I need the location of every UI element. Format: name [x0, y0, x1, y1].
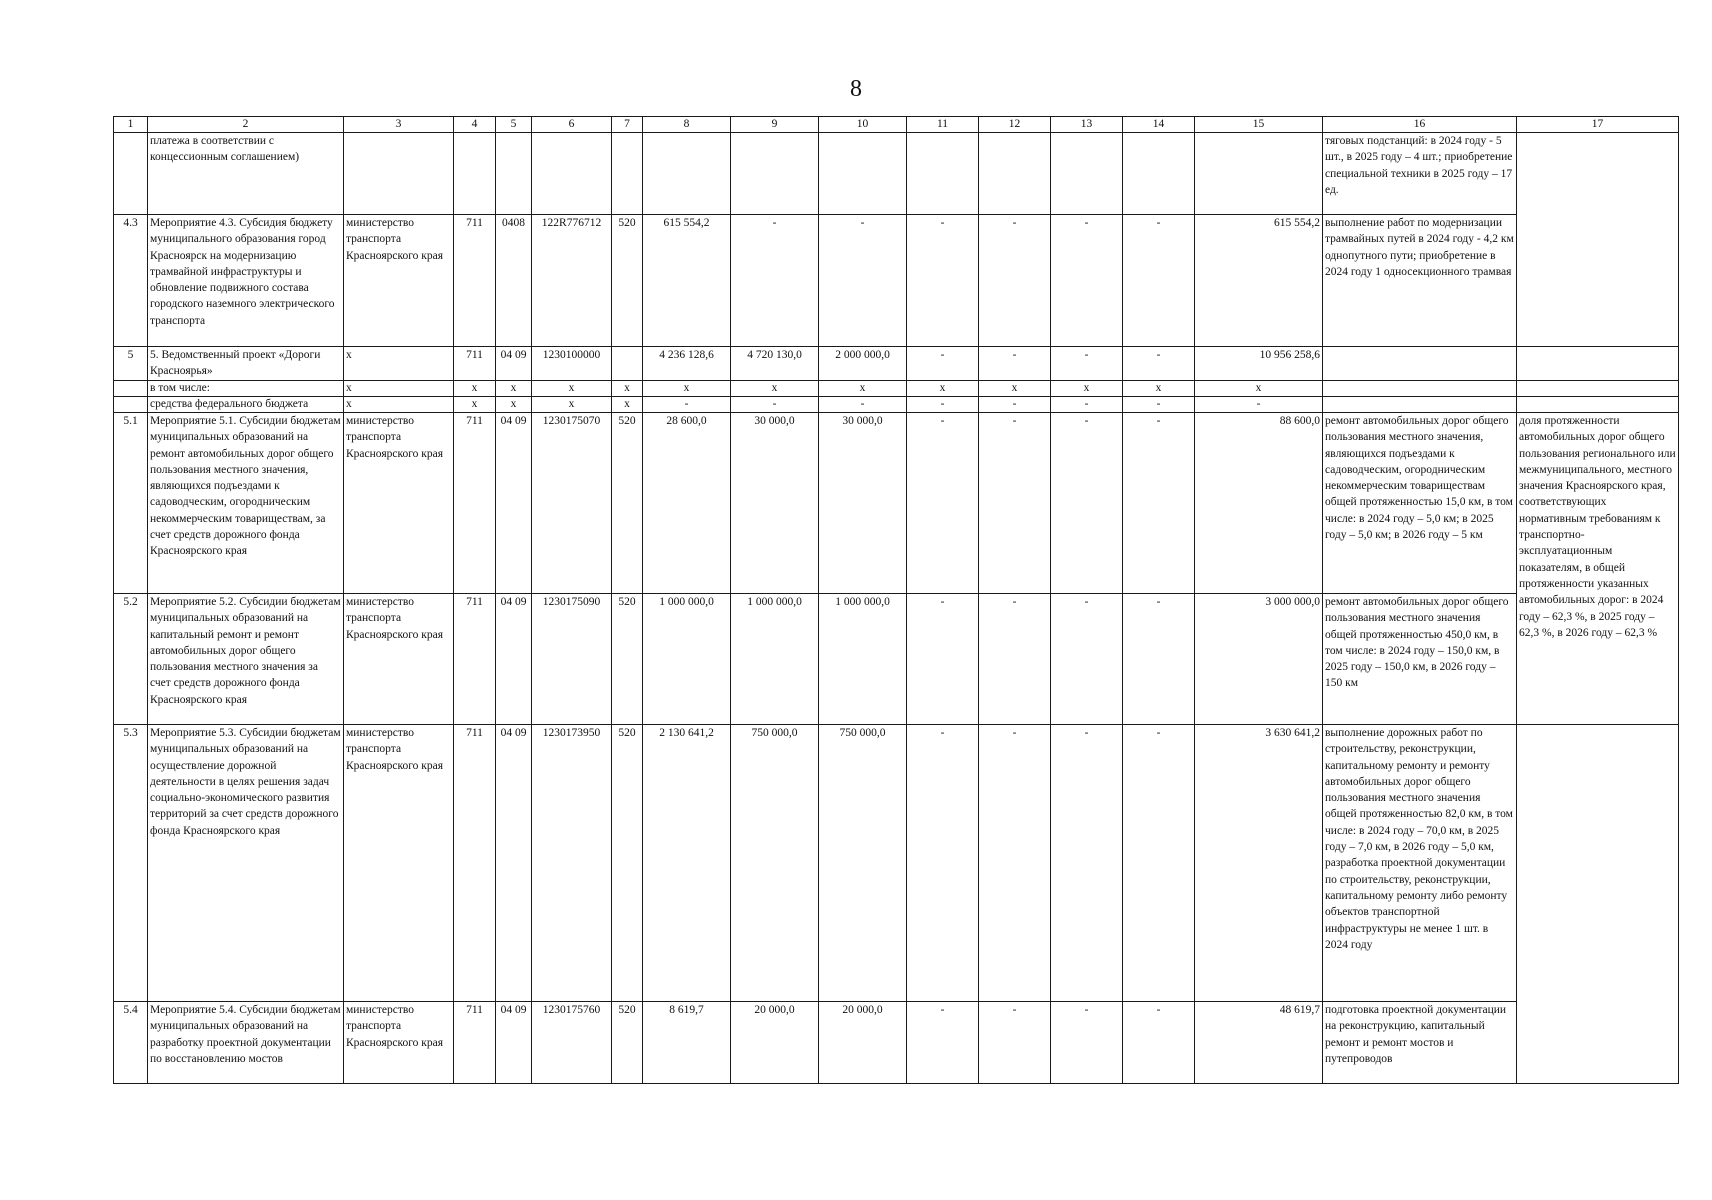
- cell-result: ремонт автомобильных дорог общего пользования местного значения общей протяженностью 450,0 км, в том числе: в 2024 году – 150,0 км, в 2025 году – 150,0 км, в 2026 году – 150 км: [1323, 594, 1517, 725]
- cell-code: 520: [612, 215, 643, 347]
- header-cell: 17: [1517, 117, 1679, 133]
- header-cell: 7: [612, 117, 643, 133]
- cell-amount: -: [1051, 725, 1123, 1002]
- cell-code: 04 09: [496, 347, 532, 381]
- table-row-5: [114, 347, 1679, 381]
- cell-amount: 750 000,0: [819, 725, 907, 1002]
- cell: [1517, 725, 1679, 1002]
- cell-code: 711: [454, 725, 496, 1002]
- cell-amount: 30 000,0: [731, 413, 819, 594]
- cell-total: х: [1195, 381, 1323, 397]
- cell-code: 04 09: [496, 1002, 532, 1084]
- cell-result: ремонт автомобильных дорог общего пользования местного значения, являющихся подъездами к садоводческим, огородническим некоммерческим товариществам общей протяженностью 15,0 км, в том числе: в 2024 году – 5,0 км; в 2025 году – 5,0 км; в 2026 году – 5 км: [1323, 413, 1517, 594]
- cell-amount: -: [907, 413, 979, 594]
- cell: [454, 133, 496, 215]
- cell-amount: 20 000,0: [819, 1002, 907, 1084]
- cell-number: 5.2: [114, 594, 148, 725]
- cell: [1517, 347, 1679, 381]
- cell-amount: 750 000,0: [731, 725, 819, 1002]
- table-row-5-3: [114, 725, 1679, 1002]
- cell-code: 520: [612, 594, 643, 725]
- header-cell: 5: [496, 117, 532, 133]
- cell: [496, 133, 532, 215]
- cell: [1517, 215, 1679, 347]
- cell-total: 88 600,0: [1195, 413, 1323, 594]
- cell-amount: -: [1051, 1002, 1123, 1084]
- cell: [979, 133, 1051, 215]
- cell-code: 1230175090: [532, 594, 612, 725]
- cell-amount: -: [907, 1002, 979, 1084]
- cell-code: х: [496, 381, 532, 397]
- cell-amount: 8 619,7: [643, 1002, 731, 1084]
- cell-code: 520: [612, 413, 643, 594]
- cell-code: 04 09: [496, 413, 532, 594]
- cell: [114, 397, 148, 413]
- cell-amount: -: [1051, 347, 1123, 381]
- cell-code: 520: [612, 725, 643, 1002]
- cell-amount: -: [643, 397, 731, 413]
- cell-amount: 1 000 000,0: [731, 594, 819, 725]
- cell-amount: -: [979, 215, 1051, 347]
- cell-amount: 20 000,0: [731, 1002, 819, 1084]
- cell-amount: 28 600,0: [643, 413, 731, 594]
- cell-code: 1230175070: [532, 413, 612, 594]
- cell-amount: -: [979, 413, 1051, 594]
- cell-executor: х: [344, 397, 454, 413]
- page-number: 8: [850, 76, 862, 102]
- header-cell: 4: [454, 117, 496, 133]
- header-cell: 2: [148, 117, 344, 133]
- cell-result: выполнение дорожных работ по строительству, реконструкции, капитальному ремонту и ремонту автомобильных дорог общего пользования местного значения общей протяженностью 82,0 км, в том числе: в 2024 году – 70,0 км, в 2025 году – 7,0 км, в 2026 году – 5,0 км, разработка проектной документации по строительству, реконструкции, капитальному ремонту либо ремонту объектов транспортной инфраструктуры не менее 1 шт. в 2024 году: [1323, 725, 1517, 1002]
- cell-indicator: доля протяженности автомобильных дорог общего пользования регионального или межмуниципального, местного значения Красноярского края, соответствующих нормативным требованиям к транспортно-эксплуатационным показателям, в общей протяженности указанных автомобильных дорог: в 2024 году – 62,3 %, в 2025 году – 62,3 %, в 2026 году – 62,3 %: [1517, 413, 1679, 725]
- cell-amount: -: [979, 725, 1051, 1002]
- cell-executor: х: [344, 347, 454, 381]
- cell: [344, 133, 454, 215]
- header-cell: 16: [1323, 117, 1517, 133]
- cell-code: 520: [612, 1002, 643, 1084]
- cell-name: Мероприятие 5.2. Субсидии бюджетам муниципальных образований на капитальный ремонт и ремонт автомобильных дорог общего пользования местного значения за счет средств дорожного фонда Красноярского края: [148, 594, 344, 725]
- cell-code: 04 09: [496, 594, 532, 725]
- cell-name: платежа в соответствии с концессионным соглашением): [148, 133, 344, 215]
- cell-amount: -: [907, 725, 979, 1002]
- cell-amount: -: [907, 594, 979, 725]
- cell-amount: -: [819, 215, 907, 347]
- budget-table: [113, 116, 1679, 1084]
- cell-amount: -: [979, 397, 1051, 413]
- cell-amount: -: [1123, 413, 1195, 594]
- cell-amount: 30 000,0: [819, 413, 907, 594]
- cell-amount: 615 554,2: [643, 215, 731, 347]
- cell-name: 5. Ведомственный проект «Дороги Красноярья»: [148, 347, 344, 381]
- cell-total: 48 619,7: [1195, 1002, 1323, 1084]
- cell-code: 122R776712: [532, 215, 612, 347]
- cell-name: средства федерального бюджета: [148, 397, 344, 413]
- cell-amount: х: [1123, 381, 1195, 397]
- header-cell: 14: [1123, 117, 1195, 133]
- cell-code: 1230175760: [532, 1002, 612, 1084]
- cell-executor: министерство транспорта Красноярского края: [344, 725, 454, 1002]
- cell-amount: 4 720 130,0: [731, 347, 819, 381]
- header-cell: 1: [114, 117, 148, 133]
- header-row: [114, 117, 1679, 133]
- cell-amount: х: [731, 381, 819, 397]
- cell-amount: -: [1123, 215, 1195, 347]
- header-cell: 9: [731, 117, 819, 133]
- table-row-4-3: [114, 215, 1679, 347]
- cell: [819, 133, 907, 215]
- cell-amount: -: [1051, 397, 1123, 413]
- cell-amount: х: [643, 381, 731, 397]
- cell-code: 711: [454, 594, 496, 725]
- header-cell: 6: [532, 117, 612, 133]
- header-cell: 3: [344, 117, 454, 133]
- cell-amount: -: [979, 1002, 1051, 1084]
- cell-amount: -: [907, 347, 979, 381]
- cell-name: Мероприятие 5.4. Субсидии бюджетам муниципальных образований на разработку проектной документации по восстановлению мостов: [148, 1002, 344, 1084]
- cell-name: Мероприятие 5.3. Субсидии бюджетам муниципальных образований на осуществление дорожной деятельности в целях решения задач социально-экономического развития территорий за счет средств дорожного фонда Красноярского края: [148, 725, 344, 1002]
- cell-executor: министерство транспорта Красноярского края: [344, 594, 454, 725]
- cell-amount: -: [907, 397, 979, 413]
- cell-code: х: [454, 397, 496, 413]
- cell: [731, 133, 819, 215]
- header-cell: 15: [1195, 117, 1323, 133]
- cell-amount: -: [731, 215, 819, 347]
- cell-amount: -: [1123, 397, 1195, 413]
- cell-amount: -: [1123, 594, 1195, 725]
- cell: [532, 133, 612, 215]
- cell-total: 10 956 258,6: [1195, 347, 1323, 381]
- cell-code: 1230173950: [532, 725, 612, 1002]
- cell: [1195, 133, 1323, 215]
- cell-number: 4.3: [114, 215, 148, 347]
- cell-amount: х: [819, 381, 907, 397]
- cell-code: х: [532, 397, 612, 413]
- cell-executor: министерство транспорта Красноярского края: [344, 1002, 454, 1084]
- cell-code: 711: [454, 347, 496, 381]
- cell: [1323, 381, 1517, 397]
- cell-code: х: [496, 397, 532, 413]
- cell-amount: -: [819, 397, 907, 413]
- cell-amount: -: [979, 594, 1051, 725]
- cell-amount: -: [1051, 413, 1123, 594]
- cell-amount: -: [979, 347, 1051, 381]
- cell-amount: 2 130 641,2: [643, 725, 731, 1002]
- cell-amount: х: [979, 381, 1051, 397]
- cell-amount: 1 000 000,0: [819, 594, 907, 725]
- cell-code: х: [612, 397, 643, 413]
- cell: [114, 381, 148, 397]
- table-row-including: [114, 381, 1679, 397]
- cell: [1051, 133, 1123, 215]
- table-row-federal: [114, 397, 1679, 413]
- cell-amount: х: [1051, 381, 1123, 397]
- cell-amount: 2 000 000,0: [819, 347, 907, 381]
- cell-code: [612, 347, 643, 381]
- header-cell: 13: [1051, 117, 1123, 133]
- cell-amount: -: [1051, 594, 1123, 725]
- cell-amount: -: [1051, 215, 1123, 347]
- cell-number: 5.1: [114, 413, 148, 594]
- cell-name: Мероприятие 4.3. Субсидия бюджету муниципального образования город Красноярск на модернизацию трамвайной инфраструктуры и обновление подвижного состава городского наземного электрического транспорта: [148, 215, 344, 347]
- cell-amount: 1 000 000,0: [643, 594, 731, 725]
- cell-result: подготовка проектной документации на реконструкцию, капитальный ремонт и ремонт мостов и путепроводов: [1323, 1002, 1517, 1084]
- cell: [1517, 397, 1679, 413]
- table-row-continuation: [114, 133, 1679, 215]
- cell-amount: -: [1123, 347, 1195, 381]
- cell-code: 711: [454, 215, 496, 347]
- cell-code: х: [612, 381, 643, 397]
- cell-amount: х: [907, 381, 979, 397]
- cell-code: х: [532, 381, 612, 397]
- cell-amount: 4 236 128,6: [643, 347, 731, 381]
- cell-code: 04 09: [496, 725, 532, 1002]
- cell: [1517, 381, 1679, 397]
- cell-total: -: [1195, 397, 1323, 413]
- table-row-5-1: [114, 413, 1679, 594]
- cell-amount: -: [731, 397, 819, 413]
- table-row-5-4: [114, 1002, 1679, 1084]
- header-cell: 11: [907, 117, 979, 133]
- cell-amount: -: [1123, 1002, 1195, 1084]
- cell-executor: министерство транспорта Красноярского края: [344, 413, 454, 594]
- cell-code: 0408: [496, 215, 532, 347]
- cell-code: 711: [454, 413, 496, 594]
- cell-code: 711: [454, 1002, 496, 1084]
- cell-code: х: [454, 381, 496, 397]
- cell: [1517, 1002, 1679, 1084]
- table-row-5-2: [114, 594, 1679, 725]
- cell: [1123, 133, 1195, 215]
- cell: [1323, 347, 1517, 381]
- cell-name: Мероприятие 5.1. Субсидии бюджетам муниципальных образований на ремонт автомобильных дорог общего пользования местного значения, являющихся подъездами к садоводческим, огородническим некоммерческим товариществам, за счет средств дорожного фонда Красноярского края: [148, 413, 344, 594]
- cell-amount: -: [907, 215, 979, 347]
- cell: [114, 133, 148, 215]
- cell-name: в том числе:: [148, 381, 344, 397]
- cell-executor: министерство транспорта Красноярского края: [344, 215, 454, 347]
- cell: [643, 133, 731, 215]
- cell: [907, 133, 979, 215]
- cell: [1323, 397, 1517, 413]
- cell-total: 3 630 641,2: [1195, 725, 1323, 1002]
- cell-code: 1230100000: [532, 347, 612, 381]
- cell: [1517, 133, 1679, 215]
- cell-amount: -: [1123, 725, 1195, 1002]
- cell-total: 3 000 000,0: [1195, 594, 1323, 725]
- cell-total: 615 554,2: [1195, 215, 1323, 347]
- cell-executor: х: [344, 381, 454, 397]
- cell-result: тяговых подстанций: в 2024 году - 5 шт., в 2025 году – 4 шт.; приобретение специальной техники в 2025 году – 17 ед.: [1323, 133, 1517, 215]
- cell-number: 5.4: [114, 1002, 148, 1084]
- cell-number: 5: [114, 347, 148, 381]
- header-cell: 12: [979, 117, 1051, 133]
- cell-number: 5.3: [114, 725, 148, 1002]
- cell: [612, 133, 643, 215]
- header-cell: 10: [819, 117, 907, 133]
- header-cell: 8: [643, 117, 731, 133]
- cell-result: выполнение работ по модернизации трамвайных путей в 2024 году - 4,2 км однопутного пути; приобретение в 2024 году 1 односекционного трамвая: [1323, 215, 1517, 347]
